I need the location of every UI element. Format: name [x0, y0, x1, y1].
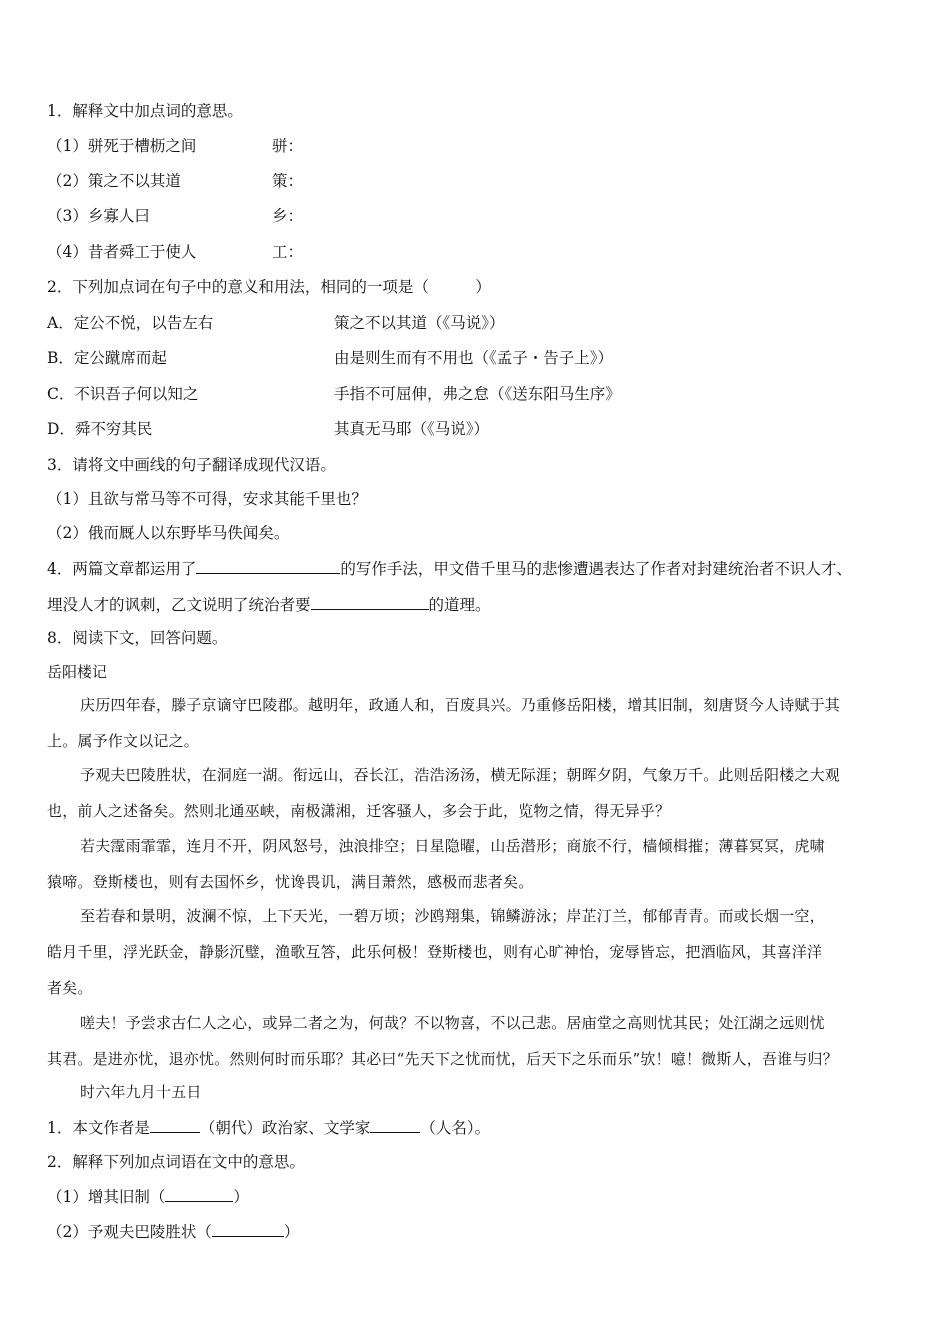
p2-q1-text-a: 1．本文作者是: [47, 1119, 150, 1137]
p2-q1-text-c: （人名）。: [420, 1119, 491, 1137]
q2-option-b-right: 由是则生而有不用也（《孟子・告子上》）: [334, 349, 614, 367]
p2-q2-item-1: [47, 1186, 249, 1207]
p2-q1: [47, 1117, 490, 1138]
q1-item-1-text: （1）骈死于槽枥之间: [47, 137, 197, 155]
p2-q2-item-2: [47, 1221, 299, 1242]
essay-date: 时六年九月十五日: [80, 1083, 202, 1101]
para-4-line-1: 至若春和景明，波澜不惊，上下天光，一碧万顷；沙鸥翔集，锦鳞游泳；岸芷汀兰，郁郁青青。而或长烟一空，: [80, 907, 825, 925]
q2-option-a-left: A．定公不悦，以告左右: [47, 314, 214, 332]
q1-item-2: [47, 171, 181, 191]
p2-q2-item-1-text: （1）增其旧制（: [47, 1188, 166, 1206]
q1-item-4: [47, 242, 196, 262]
q1-item-3-word: 乡：: [272, 207, 304, 225]
q1-item-3: [47, 206, 150, 226]
para-2-line-2: 也，前人之述备矣。然则北通巫峡，南极潇湘，迁客骚人，多会于此，览物之情，得无异乎？: [47, 802, 671, 820]
q2-option-b-left: B．定公蹴席而起: [47, 349, 167, 367]
q3-item-2: （2）俄而厩人以东野毕马佚闻矣。: [47, 524, 290, 542]
p2-q2-item-2-text: （2）予观夫巴陵胜状（: [47, 1223, 212, 1241]
q1-item-2-word: 策：: [272, 172, 304, 190]
p2-q2-item-1-close: ）: [233, 1188, 249, 1206]
essay-title: 岳阳楼记: [47, 663, 108, 681]
para-3-line-1: 若夫霪雨霏霏，连月不开，阴风怒号，浊浪排空；日星隐曜，山岳潜形；商旅不行，樯倾楫摧；薄暮冥冥，虎啸: [80, 837, 825, 855]
q4-line-2: [47, 594, 491, 615]
q4-text-c: 埋没人才的讽刺，乙文说明了统治者要: [47, 596, 311, 614]
q4-text-d: 的道理。: [428, 596, 491, 614]
p2-q1-blank-author[interactable]: [370, 1117, 420, 1133]
q2-option-d-left: D．舜不穷其民: [47, 420, 153, 438]
q4-blank-2[interactable]: [311, 594, 429, 610]
q1-item-3-text: （3）乡寡人曰: [47, 207, 150, 225]
para-5-line-2: 其君。是进亦忧，退亦忧。然则何时而乐耶？其必曰“先天下之忧而忧，后天下之乐而乐”欤！噫！微斯人，吾谁与归？: [47, 1050, 838, 1068]
para-4-line-3: 者矣。: [47, 979, 93, 997]
q3-item-1: （1）且欲与常马等不可得，安求其能千里也？: [47, 490, 367, 508]
q3-title: 3．请将文中画线的句子翻译成现代汉语。: [47, 456, 336, 474]
para-3-line-2: 猿啼。登斯楼也，则有去国怀乡，忧谗畏讥，满目萧然，感极而悲者矣。: [47, 873, 534, 891]
p2-q2-item-1-blank[interactable]: [165, 1186, 233, 1202]
p2-q1-text-b: （朝代）政治家、文学家: [199, 1119, 371, 1137]
p2-q1-blank-dynasty[interactable]: [150, 1117, 200, 1133]
q4-text-a: 4．两篇文章都运用了: [47, 560, 197, 578]
para-1-line-2: 上。属予作文以记之。: [47, 732, 200, 750]
q2-option-c-right: 手指不可屈伸，弗之怠（《送东阳马生序》: [334, 385, 621, 403]
p2-q2-item-2-blank[interactable]: [212, 1221, 284, 1237]
q2-option-a-right: 策之不以其道（《马说》）: [334, 314, 505, 332]
q1-item-4-text: （4）昔者舜工于使人: [47, 243, 197, 261]
q4-line-1: [47, 558, 852, 579]
q4-text-b: 的写作手法，甲文借千里马的悲惨遭遇表达了作者对封建统治者不识人才、: [340, 560, 852, 578]
q1-item-2-text: （2）策之不以其道: [47, 172, 181, 190]
part2-heading: 8．阅读下文，回答问题。: [47, 629, 228, 647]
q2-option-c-left: C．不识吾子何以知之: [47, 385, 199, 403]
para-5-line-1: 嗟夫！予尝求古仁人之心，或异二者之为，何哉？不以物喜，不以己悲。居庙堂之高则忧其民；处江湖之远则忧: [80, 1014, 825, 1032]
para-2-line-1: 予观夫巴陵胜状，在洞庭一湖。衔远山，吞长江，浩浩汤汤，横无际涯；朝晖夕阴，气象万千。此则岳阳楼之大观: [80, 766, 841, 784]
para-4-line-2: 皓月千里，浮光跃金，静影沉璧，渔歌互答，此乐何极！登斯楼也，则有心旷神怡，宠辱皆忘，把酒临风，其喜洋洋: [47, 943, 823, 961]
q1-title: 1．解释文中加点词的意思。: [47, 102, 243, 120]
q2-option-d-right: 其真无马耶（《马说》）: [334, 420, 490, 438]
para-1-line-1: 庆历四年春，滕子京谪守巴陵郡。越明年，政通人和，百废具兴。乃重修岳阳楼，增其旧制，刻唐贤今人诗赋于其: [80, 696, 841, 714]
q1-item-1-word: 骈：: [272, 137, 304, 155]
q1-item-1: [47, 136, 196, 156]
p2-q2-title: 2．解释下列加点词语在文中的意思。: [47, 1153, 305, 1171]
q2-title: 2．下列加点词在句子中的意义和用法，相同的一项是（ ）: [47, 278, 491, 296]
p2-q2-item-2-close: ）: [283, 1223, 300, 1241]
q1-item-4-word: 工：: [272, 243, 304, 261]
q4-blank-1[interactable]: [196, 558, 340, 574]
